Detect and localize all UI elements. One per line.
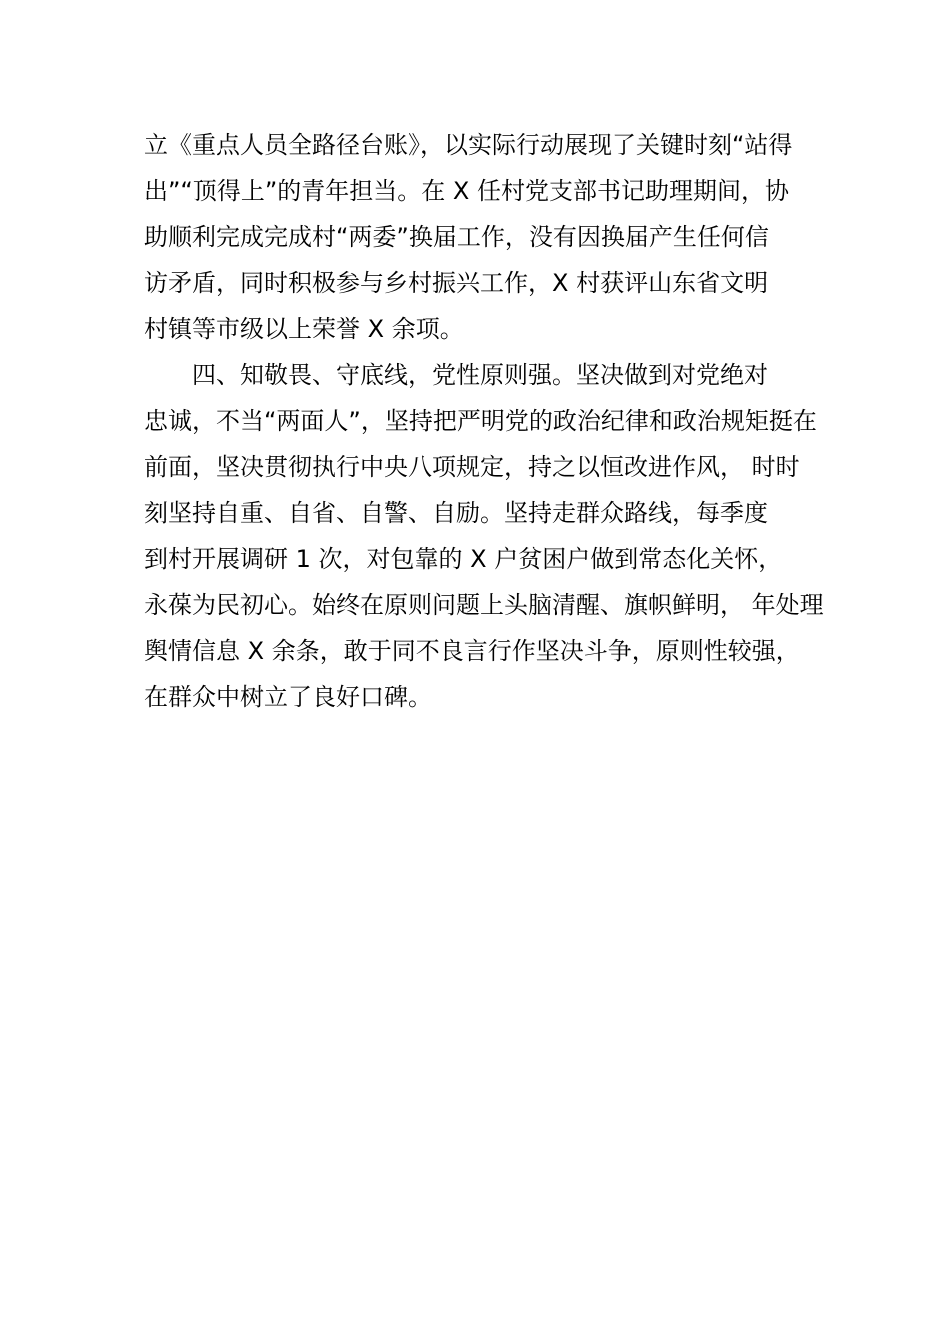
text-line: 四、知敬畏、守底线，党性原则强。坚决做到对党绝对: [192, 361, 768, 389]
text-line: 村镇等市级以上荣誉 X 余项。: [144, 315, 464, 343]
text-line: 出”“顶得上”的青年担当。在 X 任村党支部书记助理期间，协: [144, 177, 789, 205]
text-line: 前面，坚决贯彻执行中央八项规定，持之以恒改进作风， 时时: [144, 453, 800, 481]
text-line: 永葆为民初心。始终在原则问题上头脑清醒、旗帜鲜明， 年处理: [144, 591, 824, 619]
text-line: 忠诚，不当“两面人”，坚持把严明党的政治纪律和政治规矩挺在: [144, 407, 817, 435]
paragraph-1: [144, 122, 824, 352]
text-line: 到村开展调研 1 次，对包靠的 X 户贫困户做到常态化关怀，: [144, 545, 783, 573]
text-line: 刻坚持自重、自省、自警、自励。坚持走群众路线，每季度: [144, 499, 768, 527]
document-body: [144, 122, 824, 720]
text-line: 助顺利完成完成村“两委”换届工作，没有因换届产生任何信: [144, 223, 769, 251]
text-line: 立《重点人员全路径台账》，以实际行动展现了关键时刻“站得: [144, 131, 793, 159]
text-line: 舆情信息 X 余条，敢于同不良言行作坚决斗争，原则性较强，: [144, 637, 800, 665]
text-line: 在群众中树立了良好口碑。: [144, 683, 432, 711]
text-line: 访矛盾，同时积极参与乡村振兴工作，X 村获评山东省文明: [144, 269, 769, 297]
paragraph-2: [144, 352, 824, 720]
